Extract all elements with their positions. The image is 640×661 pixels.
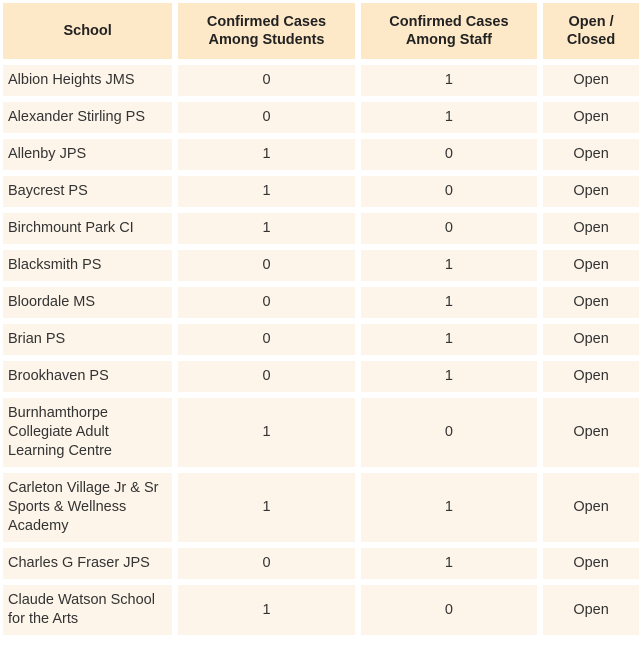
school-cell: Brookhaven PS [3, 361, 172, 392]
status-cell: Open [543, 65, 639, 96]
status-cell: Open [543, 213, 639, 244]
table-row [3, 102, 639, 133]
table-row [3, 65, 639, 96]
school-cell: Birchmount Park CI [3, 213, 172, 244]
table-row [3, 585, 639, 635]
students-cell: 1 [178, 473, 354, 542]
status-cell: Open [543, 361, 639, 392]
students-cell: 1 [178, 213, 354, 244]
staff-cell: 1 [361, 473, 537, 542]
status-cell: Open [543, 176, 639, 207]
staff-cell: 1 [361, 65, 537, 96]
students-cell: 0 [178, 250, 354, 281]
staff-cell: 0 [361, 213, 537, 244]
table-row [3, 250, 639, 281]
students-cell: 0 [178, 548, 354, 579]
table-row [3, 287, 639, 318]
school-cell: Albion Heights JMS [3, 65, 172, 96]
table-row [3, 398, 639, 467]
students-cell: 1 [178, 398, 354, 467]
students-cell: 0 [178, 65, 354, 96]
school-cell: Carleton Village Jr & Sr Sports & Wellness Academy [3, 473, 172, 542]
staff-cell: 0 [361, 139, 537, 170]
status-cell: Open [543, 139, 639, 170]
header-staff: Confirmed Cases Among Staff [361, 3, 537, 59]
school-cell: Brian PS [3, 324, 172, 355]
school-cell: Blacksmith PS [3, 250, 172, 281]
table-row [3, 213, 639, 244]
staff-cell: 0 [361, 176, 537, 207]
table-row [3, 139, 639, 170]
status-cell: Open [543, 324, 639, 355]
staff-cell: 1 [361, 324, 537, 355]
status-cell: Open [543, 398, 639, 467]
students-cell: 0 [178, 324, 354, 355]
students-cell: 0 [178, 361, 354, 392]
status-cell: Open [543, 102, 639, 133]
school-cell: Burnhamthorpe Collegiate Adult Learning Centre [3, 398, 172, 467]
staff-cell: 1 [361, 250, 537, 281]
students-cell: 1 [178, 585, 354, 635]
staff-cell: 0 [361, 398, 537, 467]
header-row [3, 3, 639, 59]
table-row [3, 176, 639, 207]
staff-cell: 0 [361, 585, 537, 635]
staff-cell: 1 [361, 102, 537, 133]
school-cell: Allenby JPS [3, 139, 172, 170]
students-cell: 1 [178, 139, 354, 170]
staff-cell: 1 [361, 361, 537, 392]
status-cell: Open [543, 250, 639, 281]
status-cell: Open [543, 585, 639, 635]
school-cell: Charles G Fraser JPS [3, 548, 172, 579]
school-cell: Alexander Stirling PS [3, 102, 172, 133]
table-row [3, 473, 639, 542]
school-cell: Claude Watson School for the Arts [3, 585, 172, 635]
students-cell: 0 [178, 102, 354, 133]
school-cell: Bloordale MS [3, 287, 172, 318]
table-row [3, 324, 639, 355]
header-status: Open / Closed [543, 3, 639, 59]
table-row [3, 548, 639, 579]
staff-cell: 1 [361, 287, 537, 318]
status-cell: Open [543, 548, 639, 579]
students-cell: 1 [178, 176, 354, 207]
students-cell: 0 [178, 287, 354, 318]
status-cell: Open [543, 473, 639, 542]
header-students: Confirmed Cases Among Students [178, 3, 354, 59]
school-cell: Baycrest PS [3, 176, 172, 207]
status-cell: Open [543, 287, 639, 318]
header-school: School [3, 3, 172, 59]
staff-cell: 1 [361, 548, 537, 579]
table-row [3, 361, 639, 392]
